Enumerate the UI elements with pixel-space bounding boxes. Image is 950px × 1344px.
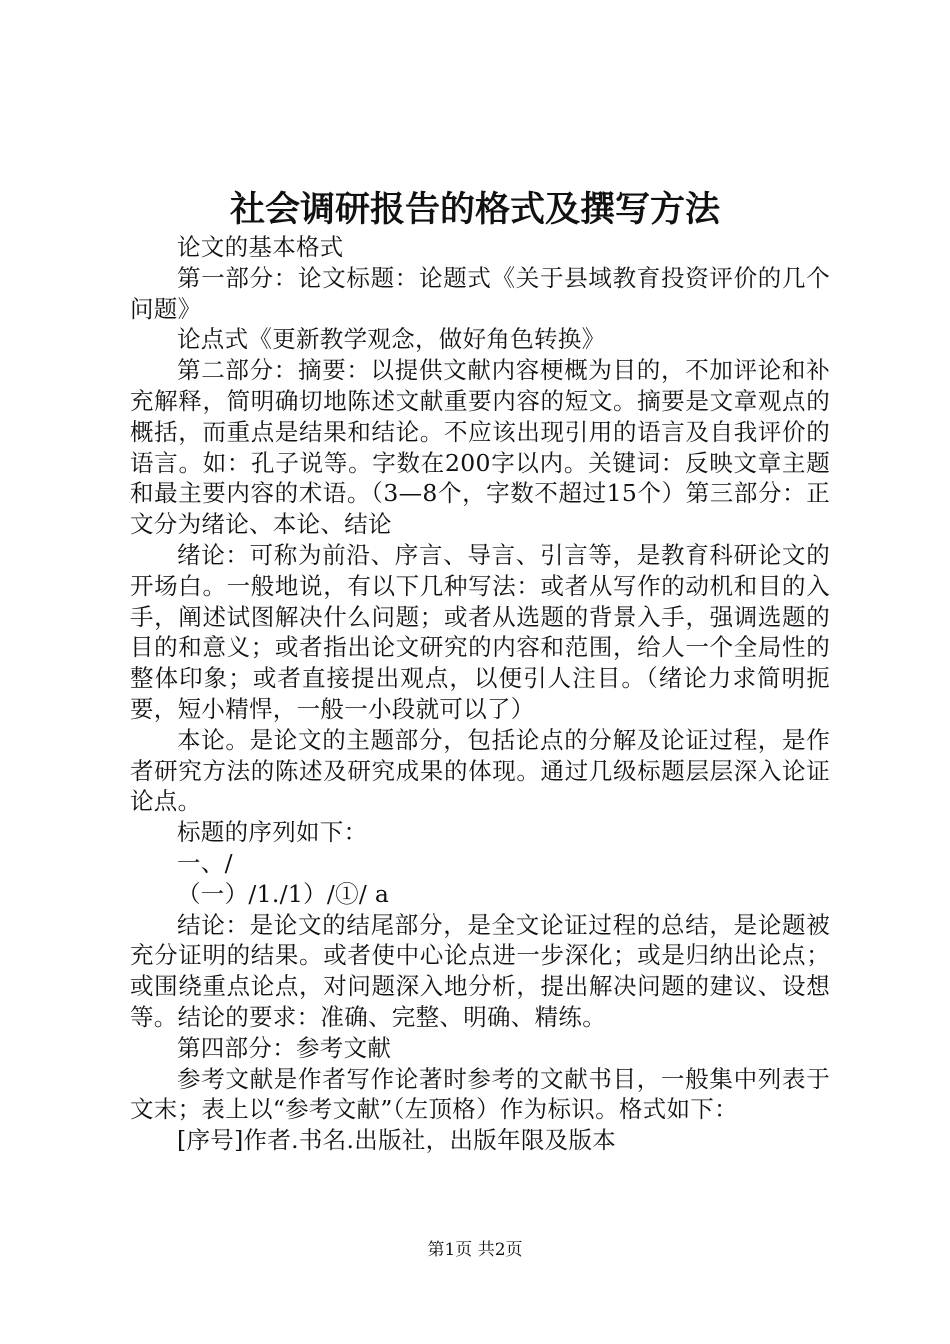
document-title: 社会调研报告的格式及撰写方法	[229, 189, 720, 230]
page-footer: 第1页 共2页	[427, 1240, 523, 1260]
paragraph: 参考文献是作者写作论著时参考的文献书目，一般集中列表于文末；表上以“参考文献”（左顶格）作为标识。格式如下：	[130, 1064, 830, 1124]
paragraph: 绪论：可称为前沿、序言、导言、引言等，是教育科研论文的开场白。一般地说，有以下几种写法：或者从写作的动机和目的入手，阐述试图解决什么问题；或者从选题的背景入手，强调选题的目的和意义；或者指出论文研究的内容和范围，给人一个全局性的整体印象；或者直接提出观点，以便引人注目。（绪论力求简明扼要，短小精悍，一般一小段就可以了）	[130, 540, 830, 723]
document-body	[130, 232, 830, 1156]
paragraph: 第四部分：参考文献	[177, 1033, 392, 1062]
paragraph: [序号]作者.书名.出版社，出版年限及版本	[177, 1126, 617, 1155]
paragraph: 第二部分：摘要：以提供文献内容梗概为目的，不加评论和补充解释，简明确切地陈述文献重要内容的短文。摘要是文章观点的概括，而重点是结果和结论。不应该出现引用的语言及自我评价的语言。如：孔子说等。字数在200字以内。关键词：反映文章主题和最主要内容的术语。（3—8个，字数不超过15个）第三部分：正文分为绪论、本论、结论	[130, 356, 830, 539]
paragraph: （一）/1./1）/①/ a	[177, 879, 390, 908]
paragraph: 论点式《更新教学观念，做好角色转换》	[177, 325, 606, 354]
paragraph: 论文的基本格式	[177, 233, 344, 261]
paragraph: 标题的序列如下：	[177, 818, 368, 847]
paragraph: 本论。是论文的主题部分，包括论点的分解及论证过程，是作者研究方法的陈述及研究成果的体现。通过几级标题层层深入论证论点。	[130, 725, 830, 816]
paragraph: 一、/	[177, 848, 233, 877]
paragraph: 第一部分：论文标题：论题式《关于县域教育投资评价的几个问题》	[130, 263, 830, 323]
paragraph: 结论：是论文的结尾部分，是全文论证过程的总结，是论题被充分证明的结果。或者使中心论点进一步深化；或是归纳出论点；或围绕重点论点，对问题深入地分析，提出解决问题的建议、设想等。结论的要求：准确、完整、明确、精练。	[130, 910, 830, 1031]
